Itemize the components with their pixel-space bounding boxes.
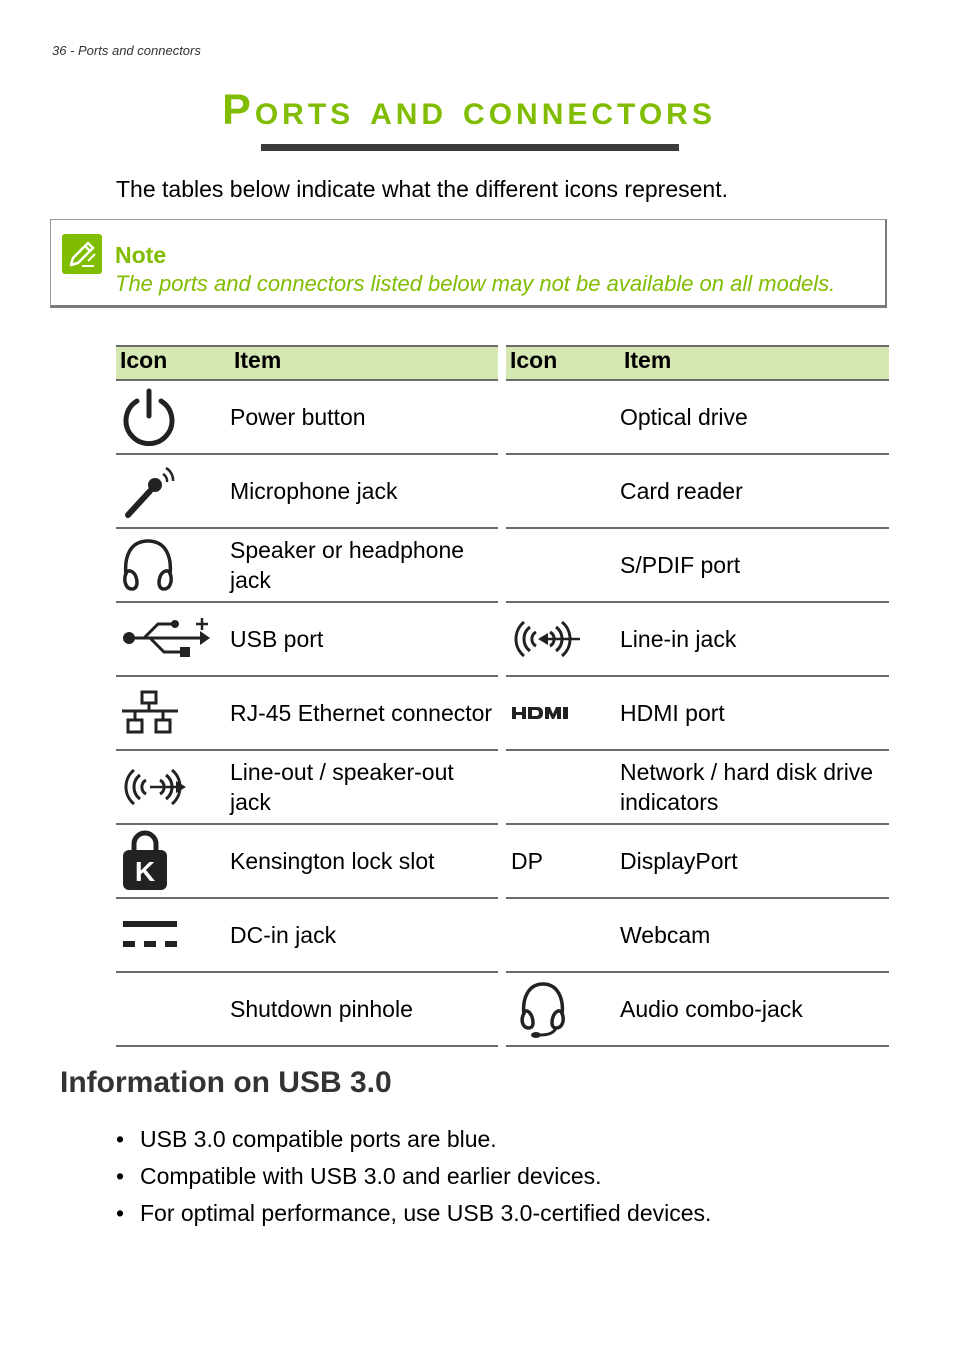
item-label: Line-out / speaker-out jack [230, 750, 498, 824]
running-header: 36 - Ports and connectors [52, 43, 201, 58]
item-label: Line-in jack [620, 602, 889, 676]
list-item [116, 1124, 711, 1161]
hdmi-icon [510, 705, 572, 721]
list-item [116, 1198, 711, 1235]
table-row [506, 676, 889, 750]
usb-icon [120, 616, 212, 662]
list-item-text: USB 3.0 compatible ports are blue. [140, 1126, 497, 1152]
list-item [116, 1161, 711, 1198]
ethernet-icon [120, 690, 180, 736]
table-row [506, 898, 889, 972]
header-item: Item [230, 346, 498, 380]
usb-info-list [116, 1124, 711, 1235]
table-header-row [116, 346, 498, 380]
table-row [506, 824, 889, 898]
table-row [116, 750, 498, 824]
headphone-icon [120, 535, 176, 595]
item-label: HDMI port [620, 676, 889, 750]
line-in-icon [510, 614, 582, 664]
table-row [506, 380, 889, 454]
item-label: Microphone jack [230, 454, 498, 528]
displayport-label: DP [511, 848, 543, 874]
svg-text:K: K [134, 856, 156, 887]
table-row [116, 824, 498, 898]
page-title: Ports and connectors [222, 86, 716, 134]
table-row [116, 380, 498, 454]
item-label: Webcam [620, 898, 889, 972]
item-label: Speaker or headphone jack [230, 528, 498, 602]
header-icon: Icon [116, 346, 230, 380]
item-label: Shutdown pinhole [230, 972, 498, 1046]
list-item-text: For optimal performance, use USB 3.0-certified devices. [140, 1200, 712, 1226]
item-label: Audio combo-jack [620, 972, 889, 1046]
ports-table-left [116, 345, 498, 1047]
dc-in-icon [120, 917, 180, 953]
intro-text: The tables below indicate what the different icons represent. [116, 176, 728, 202]
bullet-marker: • [116, 1200, 125, 1226]
note-text: The ports and connectors listed below may not be available on all models. [115, 271, 836, 296]
table-row [506, 750, 889, 824]
item-label: Kensington lock slot [230, 824, 498, 898]
title-underline [261, 144, 679, 151]
list-item-text: Compatible with USB 3.0 and earlier devices. [140, 1163, 602, 1189]
table-row [116, 972, 498, 1046]
table-row [116, 676, 498, 750]
item-label: DC-in jack [230, 898, 498, 972]
table-row [116, 454, 498, 528]
table-row [116, 602, 498, 676]
item-label: DisplayPort [620, 824, 889, 898]
item-label: Power button [230, 380, 498, 454]
table-row [506, 454, 889, 528]
table-header-row [506, 346, 889, 380]
table-row [116, 898, 498, 972]
header-icon: Icon [506, 346, 620, 380]
ports-table-right [506, 345, 889, 1047]
note-box [50, 219, 887, 308]
item-label: Network / hard disk drive indicators [620, 750, 889, 824]
headset-icon [510, 979, 570, 1039]
usb-section-heading: Information on USB 3.0 [60, 1066, 392, 1099]
table-row [506, 972, 889, 1046]
bullet-marker: • [116, 1126, 125, 1152]
item-label: Optical drive [620, 380, 889, 454]
power-icon [120, 388, 178, 446]
item-label: USB port [230, 602, 498, 676]
table-row [506, 602, 889, 676]
table-row [116, 528, 498, 602]
pencil-note-icon [62, 234, 102, 274]
item-label: S/PDIF port [620, 528, 889, 602]
microphone-icon [120, 461, 180, 521]
note-title: Note [115, 242, 167, 268]
item-label: RJ-45 Ethernet connector [230, 676, 498, 750]
table-row [506, 528, 889, 602]
item-label: Card reader [620, 454, 889, 528]
kensington-lock-icon [120, 830, 170, 892]
header-item: Item [620, 346, 889, 380]
line-out-icon [120, 762, 192, 812]
bullet-marker: • [116, 1163, 125, 1189]
